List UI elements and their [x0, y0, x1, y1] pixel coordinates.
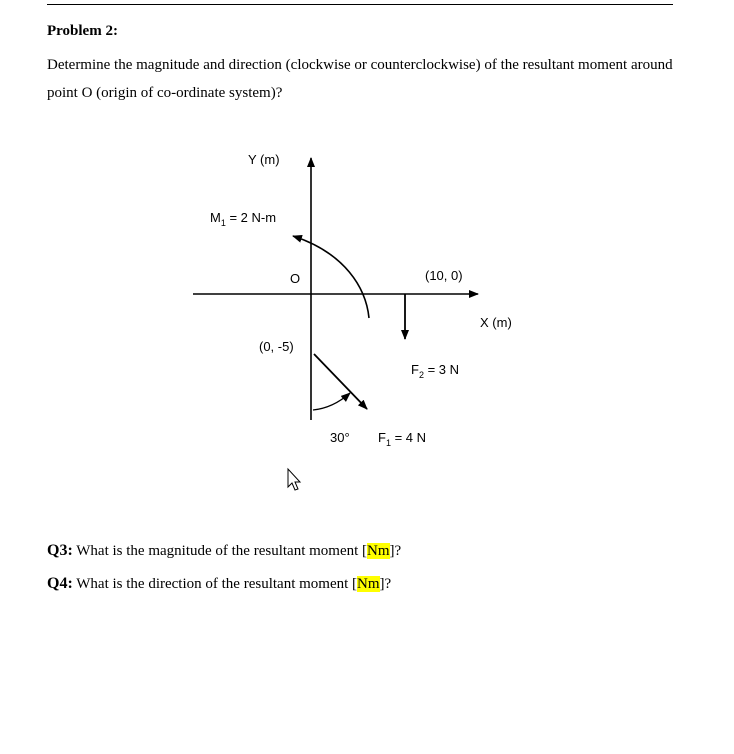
q4-text: What is the direction of the resultant moment: [72, 576, 353, 592]
q3-unit-close: ]?: [389, 543, 402, 559]
x-axis-label: X (m): [480, 315, 512, 330]
question-q3: [47, 542, 401, 560]
q3-unit-open: [: [362, 543, 368, 559]
force2-label: $F_2 = 3$ N: [411, 362, 460, 380]
problem-title: Problem 2:: [47, 23, 118, 39]
question-q4: [47, 575, 391, 593]
q4-unit-open: [: [352, 576, 358, 592]
q3-number: Q3:: [47, 542, 73, 559]
moment-label: $M_1 = 2$ N-m: [210, 210, 277, 228]
q3-text: What is the magnitude of the resultant moment: [72, 543, 363, 559]
q4-unit-close: ]?: [379, 576, 392, 592]
force1-label: $F_1 = 4$ N: [378, 430, 427, 448]
moment-arc: [293, 236, 369, 318]
problem-prompt: Determine the magnitude and direction (clockwise or counterclockwise) of the resultant moment around point O (origin of co-ordinate system)?: [47, 57, 673, 101]
origin-label: O: [290, 271, 301, 286]
q4-unit-highlight: Nm: [357, 576, 380, 592]
angle-label: 30°: [330, 430, 350, 445]
y-axis-label: Y (m): [248, 152, 280, 167]
q3-unit-highlight: Nm: [367, 543, 390, 559]
point-f2-label: (10, 0): [425, 268, 463, 283]
angle-arc: [313, 393, 350, 410]
point-f1-label: (0, -5): [259, 339, 294, 354]
q4-number: Q4:: [47, 575, 73, 592]
mouse-cursor-icon: [288, 469, 300, 490]
